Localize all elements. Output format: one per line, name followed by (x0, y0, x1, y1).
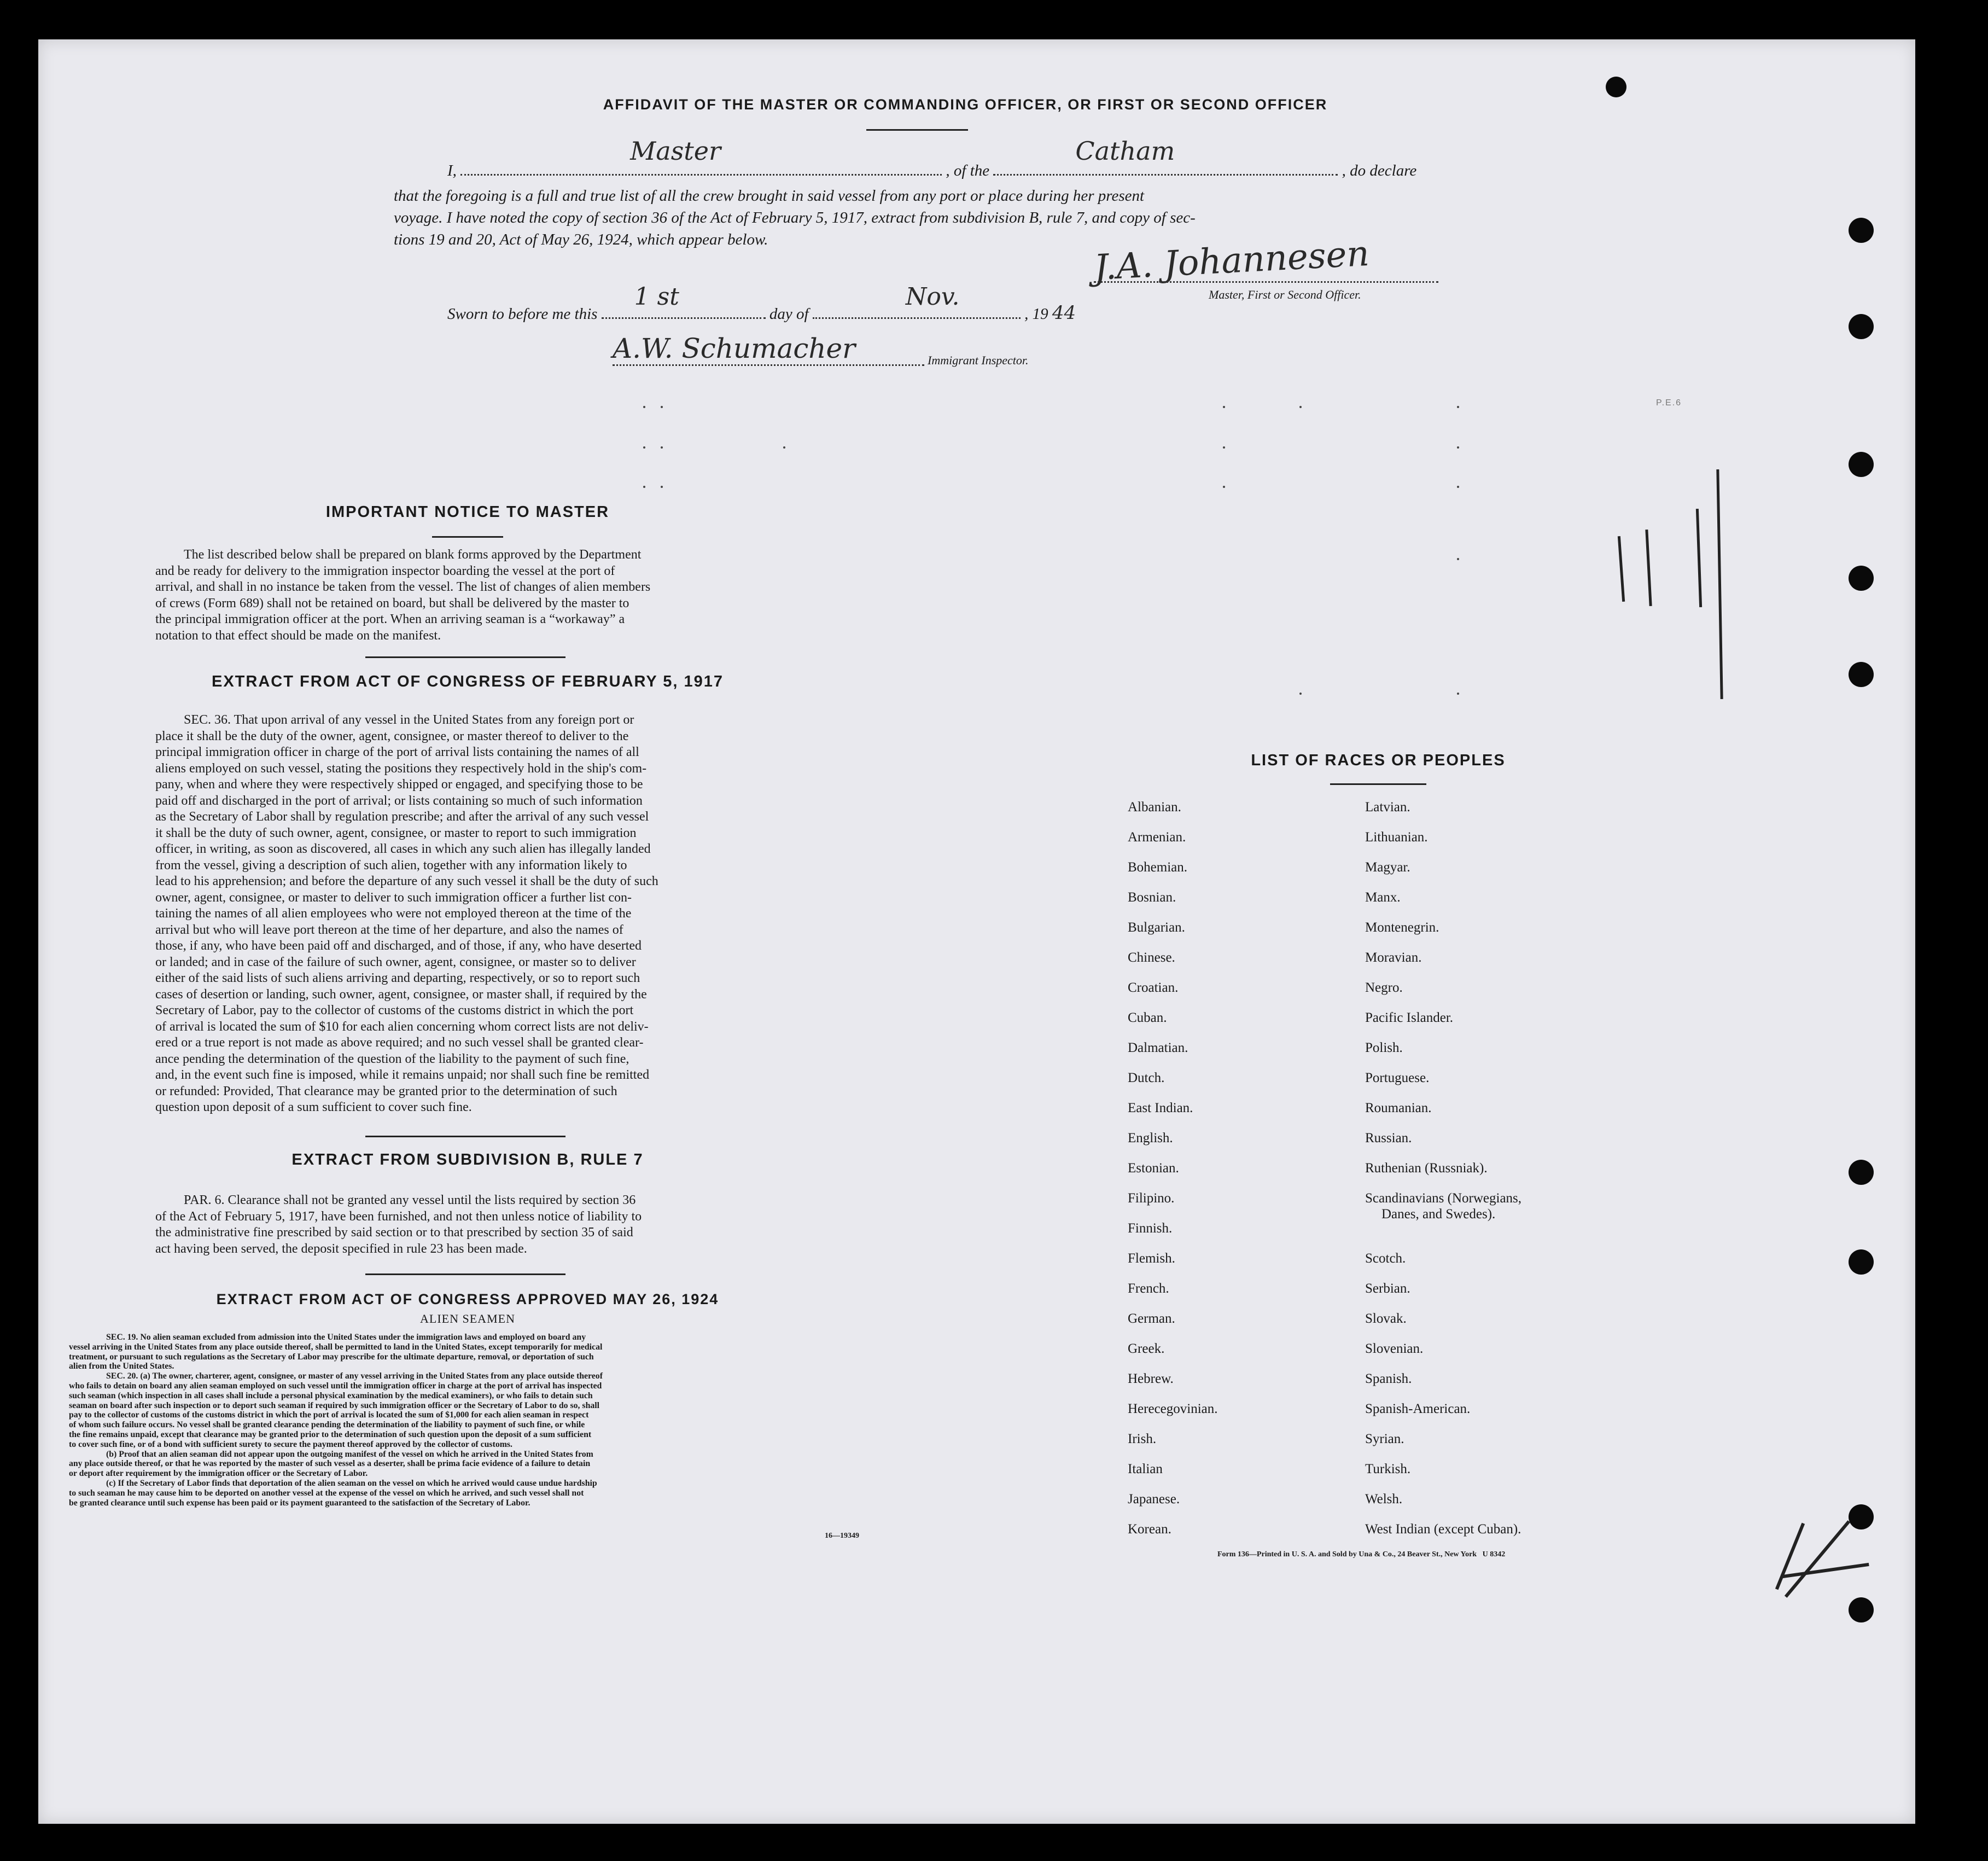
speck (1223, 486, 1225, 488)
subdivisionB-line: act having been served, the deposit specified in rule 23 has been made. (155, 1241, 527, 1256)
extract1917-line: pany, when and where they were respectively shipped or engaged, and specifying those to be (155, 777, 643, 792)
divider (365, 656, 565, 658)
extract1924-line: (c) If the Secretary of Labor finds that deportation of the alien seaman on the vessel on which he arrived would cause undue hardship (106, 1478, 597, 1488)
race-item: Estonian. (1128, 1161, 1179, 1176)
race-item: Welsh. (1365, 1492, 1403, 1507)
race-item: Slovenian. (1365, 1341, 1424, 1356)
extract1924-subtitle: ALIEN SEAMEN (420, 1312, 515, 1325)
extract1917-line: paid off and discharged in the port of arrival; or lists containing so much of such information (155, 793, 643, 808)
race-item: Scandinavians (Norwegians, (1365, 1191, 1522, 1206)
month-field (813, 283, 1021, 319)
extract1917-line: place it shall be the duty of the owner, agent, consignee, or master thereof to deliver to the (155, 729, 629, 743)
race-item: Greek. (1128, 1341, 1165, 1356)
subdivisionB-line: PAR. 6. Clearance shall not be granted any vessel until the lists required by section 36 (184, 1193, 636, 1207)
extract1924-line: (b) Proof that an alien seaman did not appear upon the outgoing manifest of the vessel on which he arrived in the United States from (106, 1449, 593, 1459)
extract1917-line: it shall be the duty of such owner, agent, consignee, or master to report to such immigration (155, 825, 637, 840)
extract1924-line: SEC. 19. No alien seaman excluded from admission into the United States under the immigration laws and employed on board any (106, 1333, 586, 1342)
race-item: French. (1128, 1281, 1169, 1296)
master-field (460, 136, 942, 176)
extract1917-line: owner, agent, consignee, or master to deliver to such immigration officer a further list con- (155, 890, 632, 905)
race-item: Italian (1128, 1462, 1163, 1476)
of-the-label: , of the (946, 162, 990, 179)
extract1917-line: and, in the event such fine is imposed, while it remains unpaid; nor shall such fine be remitted (155, 1068, 650, 1082)
punch-hole (1849, 662, 1874, 687)
race-item: Latvian. (1365, 800, 1410, 815)
subdivisionB-body (155, 1193, 783, 1257)
affidavit-body-1: that the foregoing is a full and true list of all the crew brought in said vessel from any port or place during her present (394, 187, 1145, 205)
extract1917-line: ance pending the determination of the question of the liability to the payment of such fine, (155, 1051, 629, 1066)
extract1917-line: question upon deposit of a sum sufficient to cover such fine. (155, 1100, 472, 1114)
notice-body (155, 547, 783, 644)
speck (1457, 693, 1459, 695)
extract1924-line: to such seaman he may cause him to be deported on another vessel at the expense of the vessel on which he arrived, and such vessel shall not (69, 1488, 584, 1498)
extract1917-line: those, if any, who have been paid off and discharged, and of those, if any, who have deserted (155, 939, 642, 953)
extract1924-title: EXTRACT FROM ACT OF CONGRESS APPROVED MAY 26, 1924 (216, 1291, 719, 1307)
race-item: Dutch. (1128, 1071, 1165, 1085)
extract1924-line: to cover such fine, or of a bond with sufficient surety to secure the payment thereof approved by the collector of customs. (69, 1439, 512, 1449)
subdivisionB-line: the administrative fine prescribed by said section or to that prescribed by section 35 of said (155, 1225, 633, 1240)
punch-hole (1849, 452, 1874, 477)
race-item: Irish. (1128, 1432, 1157, 1446)
vessel-value: Catham (1075, 136, 1175, 166)
race-item: Filipino. (1128, 1191, 1175, 1206)
race-item: Korean. (1128, 1522, 1171, 1537)
race-item: Montenegrin. (1365, 920, 1439, 935)
divider (432, 536, 503, 538)
speck (1457, 486, 1459, 488)
race-item: Pacific Islander. (1365, 1010, 1454, 1025)
extract1917-line: Secretary of Labor, pay to the collector of customs of the customs district in which the port (155, 1003, 634, 1017)
extract1917-line: either of the said lists of such aliens arriving and departing, respectively, or so to report such (155, 971, 640, 985)
extract1917-line: principal immigration officer in charge of the port of arrival lists containing the names of all (155, 745, 639, 759)
extract1917-line: ered or a true report is not made as above required; and no such vessel shall be granted clear- (155, 1036, 644, 1050)
divider (365, 1136, 565, 1137)
punch-hole (1849, 1597, 1874, 1622)
speck (1299, 693, 1302, 695)
year-prefix: , 19 (1024, 305, 1048, 323)
margin-number: P.E.6 (1656, 398, 1682, 408)
master-value: Master (630, 136, 721, 166)
speck (1223, 406, 1225, 408)
race-item: Turkish. (1365, 1462, 1411, 1476)
extract1924-line: alien from the United States. (69, 1362, 174, 1371)
races-title: LIST OF RACES OR PEOPLES (1251, 752, 1506, 769)
race-item: Hebrew. (1128, 1371, 1174, 1386)
race-item: Danes, and Swedes). (1381, 1207, 1496, 1222)
race-item: West Indian (except Cuban). (1365, 1522, 1521, 1537)
extract1924-line: or deport after requirement by the immigration officer or the Secretary of Labor. (69, 1469, 368, 1479)
race-item: German. (1128, 1311, 1175, 1326)
notice-line: the principal immigration officer at the port. When an arriving seaman is a “workaway” a (155, 612, 625, 626)
affidavit-body-3: tions 19 and 20, Act of May 26, 1924, which appear below. (394, 231, 768, 248)
punch-hole (1849, 314, 1874, 339)
extract1924-line: such seaman (which inspection in all cases shall include a personal physical examination by the medical examiners), or who fails to detain such (69, 1391, 593, 1400)
master-signature: J.A. Johannesen (1093, 233, 1371, 289)
extract1924-line: the fine remains unpaid, except that clearance may be granted prior to the determination of such question upon the deposit of a sum sufficient (69, 1429, 592, 1439)
race-item: Moravian. (1365, 950, 1422, 965)
extract1924-line: treatment, or pursuant to such regulations as the Secretary of Labor may prescribe for the ultimate departure, removal, or deportation of such (69, 1352, 594, 1362)
divider (365, 1273, 565, 1275)
extract1924-line: of whom such failure occurs. No vessel shall be granted clearance pending the determination of the liability to payment of such fine, or while (69, 1420, 585, 1430)
inspector-caption: Immigrant Inspector. (928, 353, 1029, 367)
race-item: Polish. (1365, 1040, 1403, 1055)
speck (1299, 406, 1302, 408)
punch-hole (1849, 1504, 1874, 1529)
affidavit-title: AFFIDAVIT OF THE MASTER OR COMMANDING OFFICER, OR FIRST OR SECOND OFFICER (603, 96, 1328, 113)
extract1924-line: SEC. 20. (a) The owner, charterer, agent, consignee, or master of any vessel arriving in the United States from any place outside thereof (106, 1371, 603, 1381)
race-item: Scotch. (1365, 1251, 1406, 1266)
sworn-label: Sworn to before me this (447, 305, 598, 323)
extract1917-line: cases of desertion or landing, such owner, agent, consignee, or master shall, if required by the (155, 987, 647, 1002)
race-item: Manx. (1365, 890, 1401, 905)
extract1917-line: as the Secretary of Labor shall by regulation prescribe; and after the arrival of any such vessel (155, 810, 649, 824)
affidavit-body-2: voyage. I have noted the copy of section 36 of the Act of February 5, 1917, extract from subdivision B, rule 7, and copy of sec- (394, 209, 1196, 226)
race-item: Bohemian. (1128, 860, 1188, 875)
extract1924-line: be granted clearance until such expense has been paid or its payment guaranteed to the satisfaction of the Secretary of Labor. (69, 1498, 530, 1508)
race-item: Chinese. (1128, 950, 1175, 965)
race-item: Cuban. (1128, 1010, 1167, 1025)
form-code: 16—19349 (825, 1532, 859, 1540)
subdivisionB-line: of the Act of February 5, 1917, have been furnished, and not then unless notice of liability to (155, 1209, 642, 1224)
race-item: Japanese. (1128, 1492, 1180, 1507)
extract1924-line: vessel arriving in the United States from any place outside thereof, shall be permitted to land in the United States, except temporarily for medical (69, 1342, 603, 1352)
vessel-field (993, 136, 1338, 176)
extract1924-line: who fails to detain on board any alien seaman employed on such vessel until the immigration officer in charge at the port of arrival has inspected (69, 1381, 602, 1391)
speck (643, 446, 645, 449)
race-item: East Indian. (1128, 1101, 1193, 1115)
extract1924-body (69, 1333, 871, 1508)
extract1917-line: or refunded: Provided, That clearance may be granted prior to the determination of such (155, 1084, 617, 1098)
speck (661, 446, 663, 449)
speck (783, 446, 785, 449)
extract1917-line: of arrival is located the sum of $10 for each alien concerning whom correct lists are not deliv- (155, 1019, 649, 1034)
race-item: Ruthenian (Russniak). (1365, 1161, 1488, 1176)
speck (661, 406, 663, 408)
notice-line: The list described below shall be prepared on blank forms approved by the Department (184, 548, 642, 562)
day-of-label: day of (769, 305, 809, 323)
notice-line: and be ready for delivery to the immigration inspector boarding the vessel at the port of (155, 563, 615, 578)
race-item: Flemish. (1128, 1251, 1175, 1266)
race-item: Magyar. (1365, 860, 1410, 875)
race-item: English. (1128, 1131, 1173, 1145)
punch-hole (1606, 77, 1626, 97)
divider (866, 129, 968, 131)
race-item: Negro. (1365, 980, 1403, 995)
race-item: Armenian. (1128, 830, 1186, 845)
race-item: Portuguese. (1365, 1071, 1430, 1085)
extract1917-body (155, 712, 783, 1116)
notice-line: arrival, and shall in no instance be taken from the vessel. The list of changes of alien members (155, 580, 651, 594)
race-item: Lithuanian. (1365, 830, 1428, 845)
race-item: Croatian. (1128, 980, 1179, 995)
speck (643, 406, 645, 408)
speck (1457, 406, 1459, 408)
race-item: Bulgarian. (1128, 920, 1185, 935)
race-item: Roumanian. (1365, 1101, 1432, 1115)
speck (1223, 446, 1225, 449)
speck (661, 486, 663, 488)
race-item: Syrian. (1365, 1432, 1404, 1446)
month-value: Nov. (905, 283, 960, 311)
extract1924-line: seaman on board after such inspection or to deport such seaman if required by such immigration officer or the Secretary of Labor to do so, shall (69, 1400, 600, 1410)
extract1917-line: from the vessel, giving a description of such alien, together with any information likely to (155, 858, 627, 873)
speck (1457, 446, 1459, 449)
race-item: Bosnian. (1128, 890, 1176, 905)
speck (1457, 558, 1459, 560)
form-footer: Form 136—Printed in U. S. A. and Sold by Una & Co., 24 Beaver St., New York U 8342 (1217, 1550, 1506, 1558)
extract1917-line: SEC. 36. That upon arrival of any vessel in the United States from any foreign port or (184, 713, 634, 727)
extract1917-line: lead to his apprehension; and before the departure of any such vessel it shall be the duty of such (155, 874, 658, 888)
notice-title: IMPORTANT NOTICE TO MASTER (325, 503, 610, 521)
punch-hole (1849, 218, 1874, 243)
extract1924-line: any place outside thereof, or that he was reported by the master of such vessel as a deserter, shall be prima facie evidence of a failure to detain (69, 1459, 591, 1469)
race-item: Spanish-American. (1365, 1401, 1471, 1416)
notice-line: of crews (Form 689) shall not be retained on board, but shall be delivered by the master to (155, 596, 629, 610)
extract1917-line: aliens employed on such vessel, stating the positions they respectively hold in the ship's com- (155, 761, 647, 776)
sworn-line (447, 283, 1213, 325)
year-value: 44 (1052, 302, 1076, 324)
signature-line (1094, 280, 1438, 283)
race-item: Finnish. (1128, 1221, 1173, 1236)
punch-hole (1849, 1160, 1874, 1185)
extract1917-title: EXTRACT FROM ACT OF CONGRESS OF FEBRUARY 5, 1917 (211, 673, 724, 690)
extract1917-line: officer, in writing, as soon as discovered, all cases in which any such alien has illegally landed (155, 842, 651, 856)
divider (1330, 783, 1426, 785)
race-item: Serbian. (1365, 1281, 1410, 1296)
race-item: Albanian. (1128, 800, 1181, 815)
race-item: Herecegovinian. (1128, 1401, 1218, 1416)
punch-hole (1849, 1249, 1874, 1275)
day-field (602, 283, 766, 319)
extract1924-line: pay to the collector of customs of the customs district in which the port of arrival is located the sum of $1,000 for each alien seaman in respect (69, 1410, 589, 1420)
i-label: I, (447, 162, 457, 179)
extract1917-line: arrival but who will leave port thereon at the time of her departure, and also the names of (155, 922, 623, 937)
race-item: Spanish. (1365, 1371, 1412, 1386)
extract1917-line: taining the names of all alien employees who were not employed thereon at the time of the (155, 906, 632, 921)
race-item: Dalmatian. (1128, 1040, 1188, 1055)
day-value: 1 st (634, 283, 679, 311)
do-declare-label: , do declare (1342, 162, 1417, 179)
affidavit-line1 (447, 136, 1443, 183)
subdivisionB-title: EXTRACT FROM SUBDIVISION B, RULE 7 (292, 1151, 644, 1168)
race-item: Slovak. (1365, 1311, 1407, 1326)
inspector-signature: A.W. Schumacher (613, 333, 924, 366)
notice-line: notation to that effect should be made on the manifest. (155, 628, 441, 643)
extract1917-line: or landed; and in case of the failure of such owner, agent, consignee, or master so to deliver (155, 955, 636, 969)
punch-hole (1849, 566, 1874, 591)
race-item: Russian. (1365, 1131, 1412, 1145)
signature-caption: Master, First or Second Officer. (1209, 288, 1361, 301)
speck (643, 486, 645, 488)
